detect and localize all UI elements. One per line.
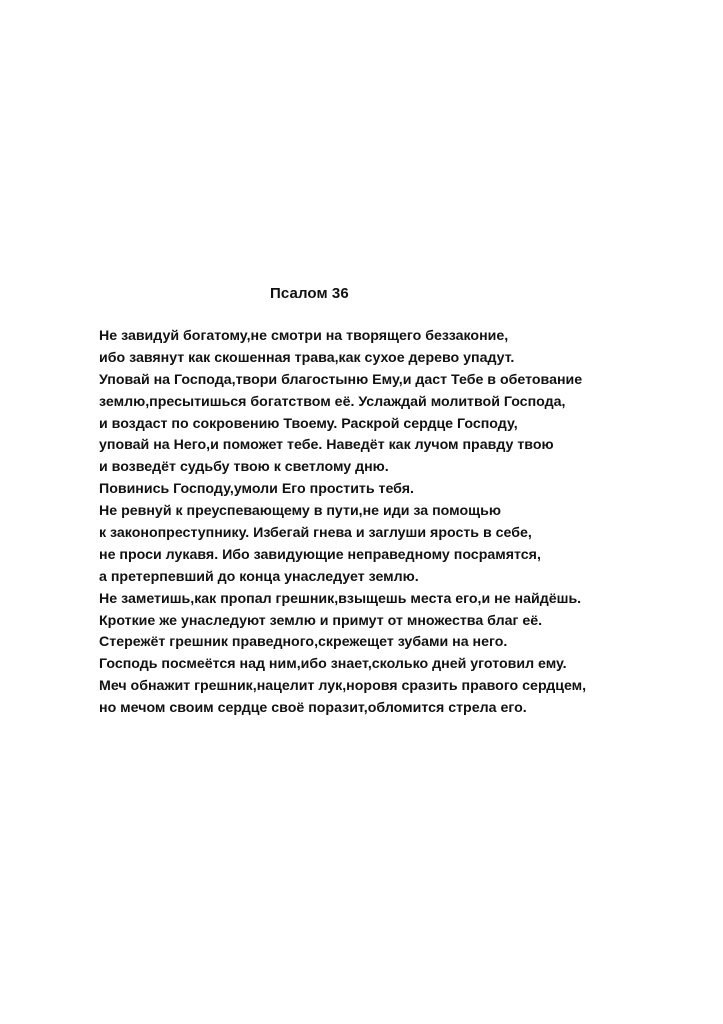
text-line: Меч обнажит грешник,нацелит лук,норовя сразить правого сердцем, (99, 678, 587, 695)
text-line: Не ревнуй к преуспевающему в пути,не иди за помощью (99, 503, 501, 520)
text-line: землю,пресытишься богатством её. Услаждай молитвой Господа, (99, 393, 566, 410)
text-line: Господь посмеётся над ним,ибо знает,сколько дней уготовил ему. (99, 656, 567, 673)
text-line: ибо завянут как скошенная трава,как сухое дерево упадут. (99, 349, 515, 366)
text-line: не проси лукавя. Ибо завидующие неправедному посрамятся, (99, 546, 541, 563)
psalm-text (99, 326, 699, 720)
text-line: а претерпевший до конца унаследует землю. (99, 568, 419, 585)
text-line: Стережёт грешник праведного,скрежещет зубами на него. (99, 634, 508, 651)
text-line: к законопреступнику. Избегай гнева и заглуши ярость в себе, (99, 525, 532, 542)
text-line: и воздаст по сокровению Твоему. Раскрой сердце Господу, (99, 415, 518, 432)
text-line: Уповай на Господа,твори благостыню Ему,и даст Тебе в обетование (99, 371, 583, 388)
text-line: и возведёт судьбу твою к светлому дню. (99, 459, 389, 476)
text-line: Не завидуй богатому,не смотри на творящего беззаконие, (99, 328, 509, 344)
text-line: уповай на Него,и поможет тебе. Наведёт как лучом правду твою (99, 437, 554, 454)
text-line: Кроткие же унаследуют землю и примут от множества благ её. (99, 612, 543, 629)
page-title: Псалом 36 (270, 285, 349, 302)
text-line: Повинись Господу,умоли Его простить тебя. (99, 481, 414, 498)
text-line: Не заметишь,как пропал грешник,взыщешь места его,и не найдёшь. (99, 590, 582, 607)
text-line: но мечом своим сердце своё поразит,обломится стрела его. (99, 700, 527, 717)
